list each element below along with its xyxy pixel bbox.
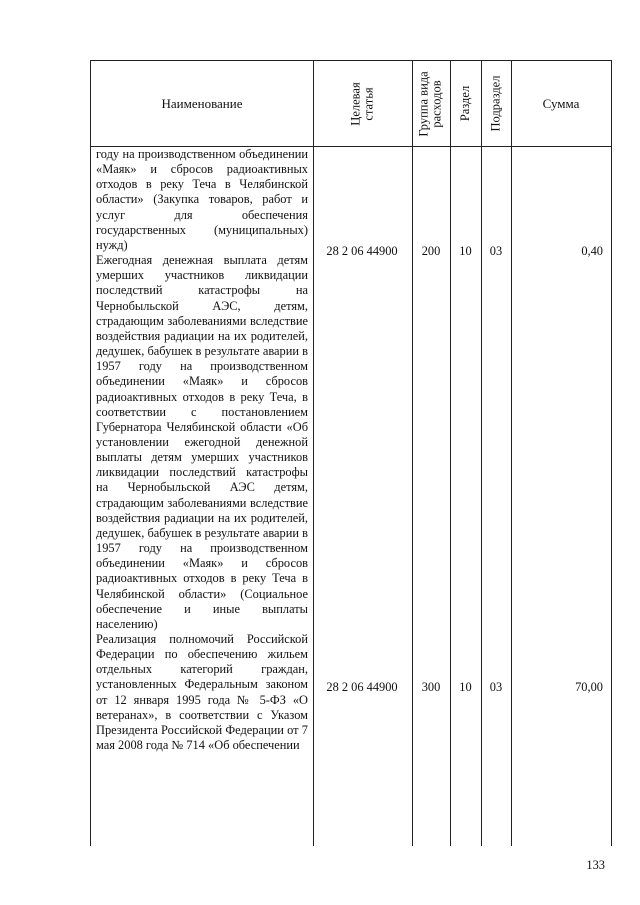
row-target-article: 28 2 06 44900	[326, 244, 398, 258]
header-subsection-cell	[481, 61, 511, 146]
column-divider	[450, 61, 451, 846]
row-text: году на производственном объединении «Маяк» и сбросов радиоактивных отходов в реку Теча в Челябинской области» (Закупка товаров, работ и услуг для обеспечения государственных (муниципальных) нужд)	[96, 147, 308, 252]
row-expense-group: 300	[421, 680, 441, 694]
column-divider	[511, 61, 512, 846]
column-divider	[481, 61, 482, 846]
header-expense-group-cell	[412, 61, 450, 146]
header-target-article-cell	[313, 61, 412, 146]
header-expense-group: Группа вида расходов	[417, 70, 445, 137]
header-subsection: Подраздел	[488, 75, 503, 132]
header-section: Раздел	[458, 85, 473, 122]
column-divider	[412, 61, 413, 846]
row-section: 10	[459, 680, 472, 694]
row-target-article: 28 2 06 44900	[326, 680, 398, 694]
column-divider	[313, 61, 314, 846]
header-sum: Сумма	[542, 95, 580, 111]
row-subsection: 03	[489, 244, 503, 258]
budget-table	[90, 60, 612, 846]
row-expense-group: 200	[421, 244, 441, 258]
row-section: 10	[459, 244, 472, 258]
header-name: Наименование	[161, 95, 243, 111]
row-text: Ежегодная денежная выплата детям умерших участников ликвидации последствий катастрофы на Чернобыльской АЭС, детям, страдающим заболеваниями вследствие воздействия радиации на их родителей, дедушек, бабушек в результате аварии в 1957 году на производственном объединении «Маяк» и сбросов радиоактивных отходов в реку Теча, в соответствии с постановлением Губернатора Челябинской области «Об установлении ежегодной денежной выплаты детям умерших участников ликвидации последствий катастрофы на Чернобыльской АЭС детям, страдающим заболеваниями вследствие воздействия радиации на их родителей, дедушек, бабушек в результате аварии в 1957 году на производственном объединении «Маяк» и сбросов радиоактивных отходов в реку Теча в Челябинской области» (Социальное обеспечение и иные выплаты населению)	[96, 253, 308, 631]
row-text: Реализация полномочий Российской Федерации по обеспечению жильем отдельных категорий граждан, установленных Федеральным законом от 12 января 1995 года № 5-ФЗ «О ветеранах», в соответствии с Указом Президента Российской Федерации от 7 мая 2008 года № 714 «Об обеспечении	[96, 632, 308, 753]
row-sum: 0,40	[581, 244, 603, 258]
description-column	[96, 147, 308, 753]
row-subsection: 03	[489, 680, 503, 694]
header-section-cell	[450, 61, 481, 146]
page-number: 133	[586, 858, 605, 872]
header-target-article: Целевая статья	[348, 81, 376, 126]
row-sum: 70,00	[575, 680, 603, 694]
